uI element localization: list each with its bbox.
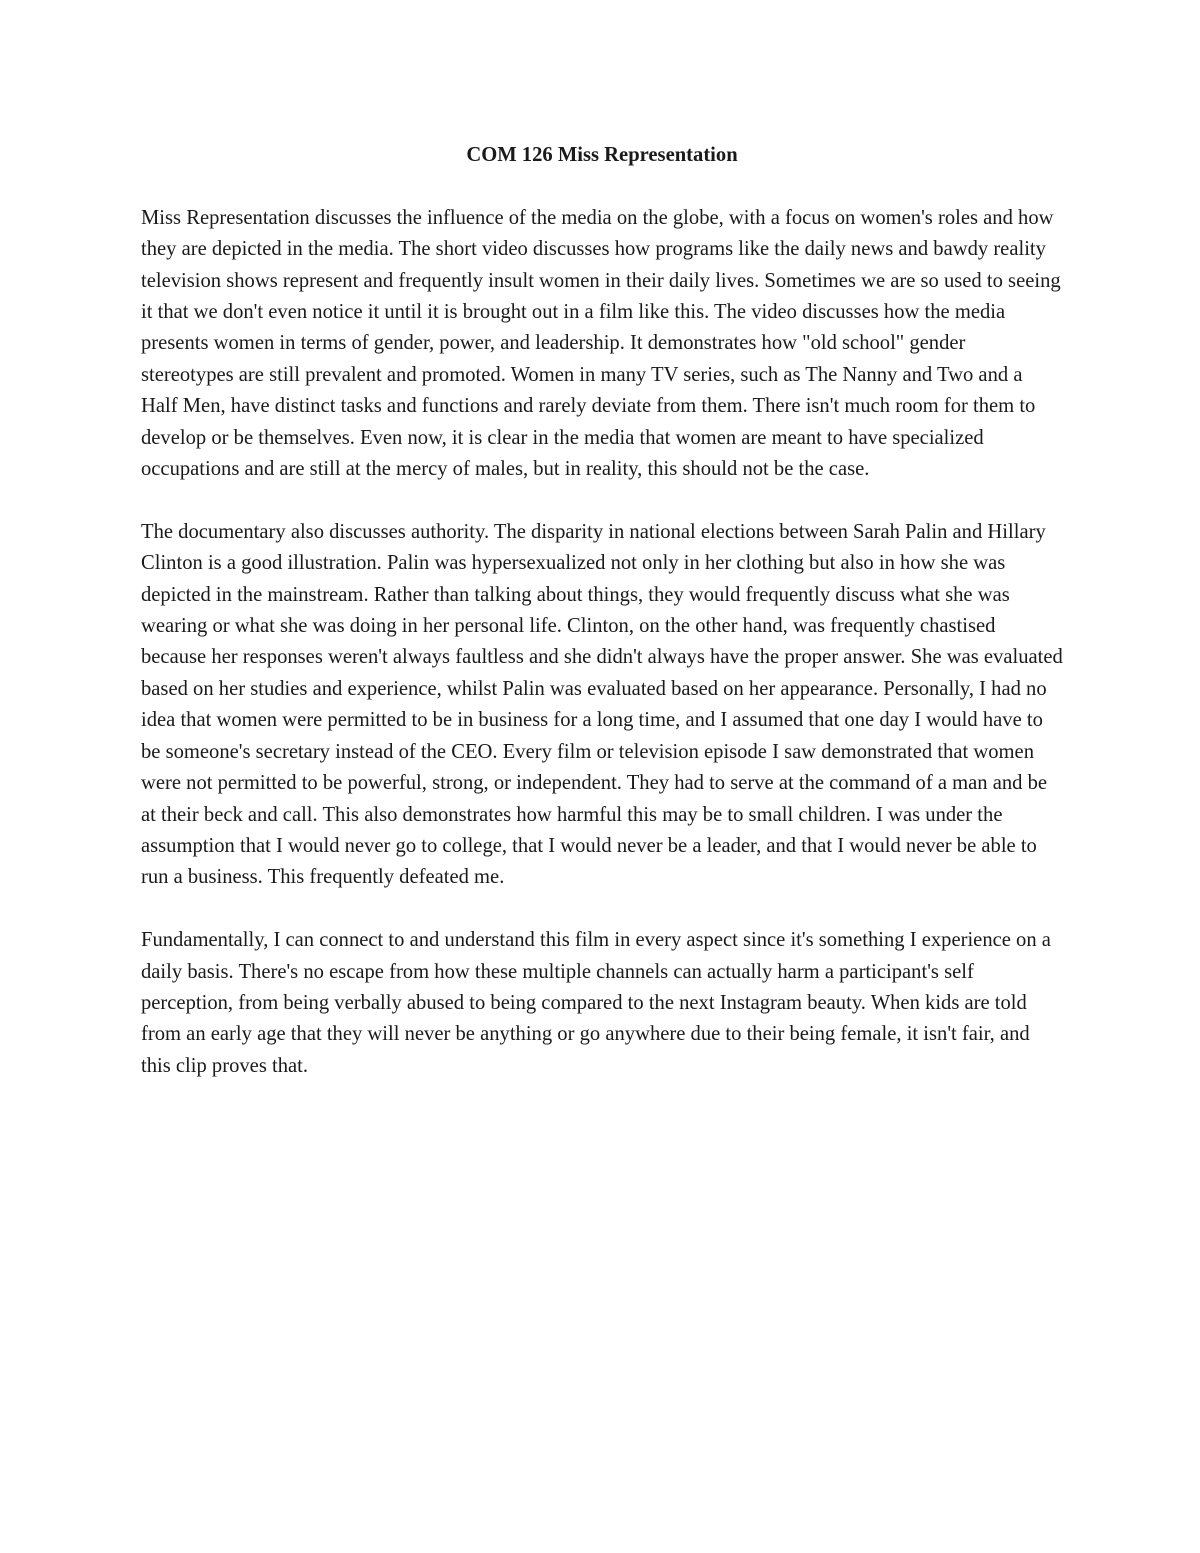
paragraph-1: Miss Representation discusses the influence of the media on the globe, with a focus on women's roles and how they are depicted in the media. The short video discusses how programs like the daily news and bawdy reality television shows represent and frequently insult women in their daily lives. Sometimes we are so used to seeing it that we don't even notice it until it is brought out in a film like this. The video discusses how the media presents women in terms of gender, power, and leadership. It demonstrates how "old school" gender stereotypes are still prevalent and promoted. Women in many TV series, such as The Nanny and Two and a Half Men, have distinct tasks and functions and rarely deviate from them. There isn't much room for them to develop or be themselves. Even now, it is clear in the media that women are meant to have specialized occupations and are still at the mercy of males, but in reality, this should not be the case. (141, 206, 1061, 481)
paragraph-3: Fundamentally, I can connect to and understand this film in every aspect since it's something I experience on a daily basis. There's no escape from how these multiple channels can actually harm a participant's self perception, from being verbally abused to being compared to the next Instagram beauty. When kids are told from an early age that they will never be anything or go anywhere due to their being female, it isn't fair, and this clip proves that. (141, 929, 1051, 1077)
paragraph-2: The documentary also discusses authority. The disparity in national elections between Sarah Palin and Hillary Clinton is a good illustration. Palin was hypersexualized not only in her clothing but also in how she was depicted in the mainstream. Rather than talking about things, they would frequently discuss what she was wearing or what she was doing in her personal life. Clinton, on the other hand, was frequently chastised because her responses weren't always faultless and she didn't always have the proper answer. She was evaluated based on her studies and experience, whilst Palin was evaluated based on her appearance. Personally, I had no idea that women were permitted to be in business for a long time, and I assumed that one day I would have to be someone's secretary instead of the CEO. Every film or television episode I saw demonstrated that women were not permitted to be powerful, strong, or independent. They had to serve at the command of a man and be at their beck and call. This also demonstrates how harmful this may be to small children. I was under the assumption that I would never go to college, that I would never be a leader, and that I would never be able to run a business. This frequently defeated me. (141, 520, 1063, 889)
document-body (141, 140, 1063, 1114)
document-title: COM 126 Miss Representation (466, 144, 738, 166)
